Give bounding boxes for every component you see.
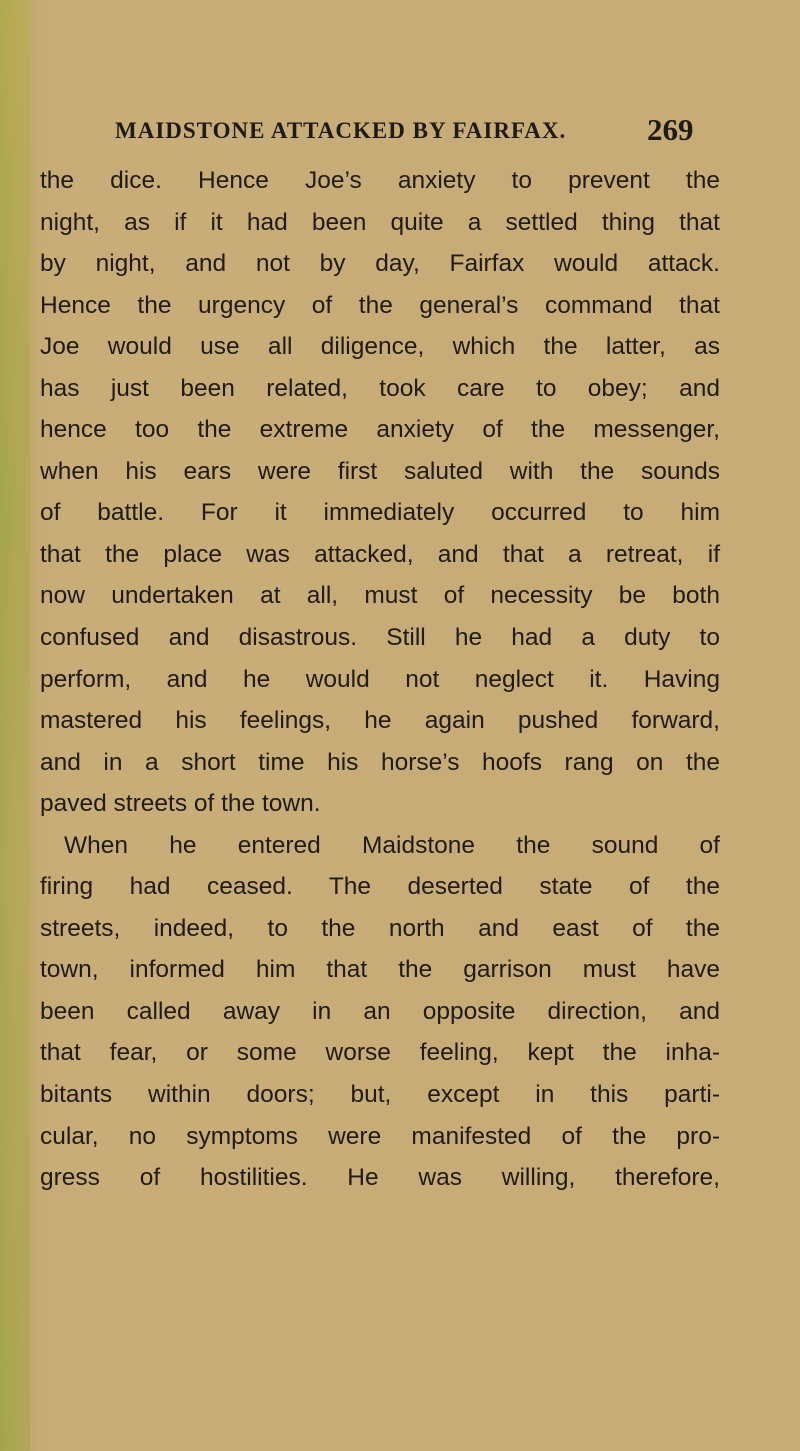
text-line: the dice. Hence Joe’s anxiety to prevent the — [40, 167, 720, 194]
text-line: Hence the urgency of the general’s command that — [40, 291, 720, 319]
text-line: now undertaken at all, must of necessity be both — [40, 582, 720, 610]
text-line: when his ears were first saluted with the sounds — [40, 457, 720, 485]
text-line: town, informed him that the garrison must have — [40, 956, 720, 984]
text-line: and in a short time his horse’s hoofs rang on the — [40, 748, 720, 776]
text-line: has just been related, took care to obey; and — [40, 374, 720, 402]
text-line: confused and disastrous. Still he had a duty to — [40, 624, 720, 652]
page-number: 269 — [647, 112, 694, 147]
text-line: mastered his feelings, he again pushed forward, — [40, 707, 720, 735]
body-text — [40, 160, 720, 1199]
paragraph-start-line: When he entered Maidstone the sound of — [64, 831, 720, 859]
text-line: been called away in an opposite direction, and — [40, 997, 720, 1025]
page-header — [115, 112, 715, 152]
text-line: bitants within doors; but, except in this parti- — [40, 1081, 720, 1109]
page-gutter-shading — [0, 0, 30, 1451]
running-head: MAIDSTONE ATTACKED BY FAIRFAX. — [115, 118, 567, 143]
text-line: perform, and he would not neglect it. Having — [40, 665, 720, 693]
paragraph-end-line: paved streets of the town. — [40, 790, 321, 818]
text-line: cular, no symptoms were manifested of the pro- — [40, 1122, 720, 1150]
text-line: by night, and not by day, Fairfax would attack. — [40, 250, 720, 278]
text-line: streets, indeed, to the north and east of the — [40, 914, 720, 942]
text-line: that fear, or some worse feeling, kept the inha- — [40, 1039, 720, 1067]
text-line: Joe would use all diligence, which the latter, as — [40, 333, 720, 361]
text-line: night, as if it had been quite a settled thing that — [40, 208, 720, 236]
text-line: hence too the extreme anxiety of the messenger, — [40, 416, 720, 444]
text-line: of battle. For it immediately occurred to him — [40, 499, 720, 527]
text-line: that the place was attacked, and that a retreat, if — [40, 540, 720, 568]
text-line: gress of hostilities. He was willing, therefore, — [40, 1164, 720, 1192]
text-line: firing had ceased. The deserted state of the — [40, 873, 720, 901]
